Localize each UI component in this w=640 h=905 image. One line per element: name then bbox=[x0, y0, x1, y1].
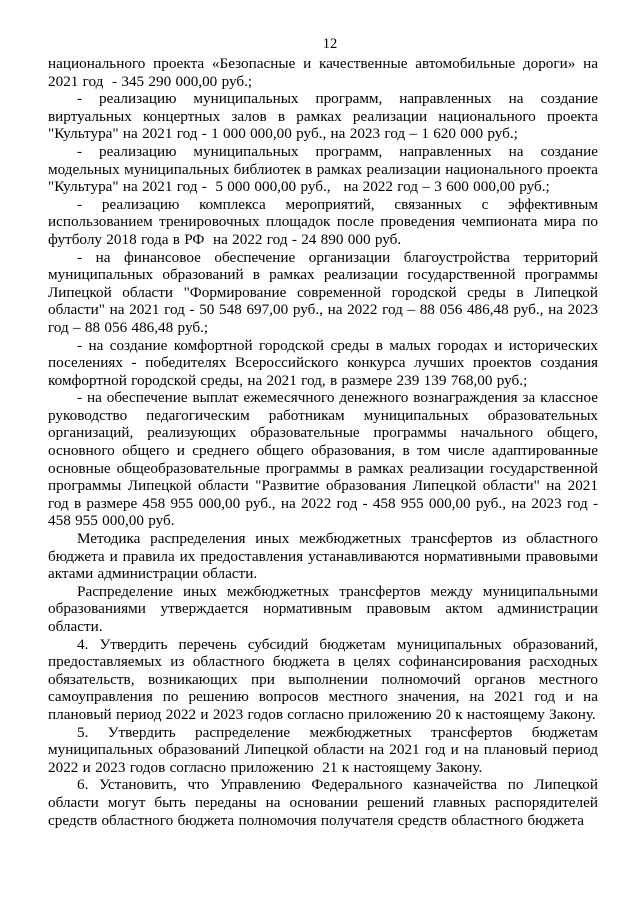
paragraph-list-item: - на финансовое обеспечение организации благоустройства территорий муниципальных образований в рамках реализации государственной программы Липецкой области "Формирование современной городской среды в Липецкой области" на 2021 год - 50 548 697,00 руб., на 2022 год – 88 056 486,48 руб., на 2023 год – 88 056 486,48 руб.; bbox=[48, 248, 598, 336]
paragraph-clause-6: 6. Установить, что Управлению Федерального казначейства по Липецкой области могут быть переданы на основании решений главных распорядителей средств областного бюджета полномочия получателя средств областного бюджета bbox=[48, 776, 598, 829]
paragraph: Распределение иных межбюджетных трансфертов между муниципальными образованиями утверждается нормативным правовым актом администрации области. bbox=[48, 582, 598, 635]
paragraph-list-item: - на создание комфортной городской среды в малых городах и исторических поселениях - победителях Всероссийского конкурса лучших проектов создания комфортной городской среды, на 2021 год, в размере 239 139 768,00 руб.; bbox=[48, 336, 598, 389]
paragraph-list-item: - на обеспечение выплат ежемесячного денежного вознаграждения за классное руководство педагогическим работникам муниципальных образовательных организаций, реализующих образовательные программы начального общего, основного общего и среднего общего образования, в том числе адаптированные основные общеобразовательные программы в рамках реализации государственной программы Липецкой области "Развитие образования Липецкой области" на 2021 год в размере 458 955 000,00 руб., на 2022 год - 458 955 000,00 руб., на 2023 год - 458 955 000,00 руб. bbox=[48, 389, 598, 530]
document-body bbox=[48, 55, 598, 829]
paragraph-clause-4: 4. Утвердить перечень субсидий бюджетам муниципальных образований, предоставляемых из областного бюджета в целях софинансирования расходных обязательств, возникающих при выполнении полномочий органов местного самоуправления по решению вопросов местного значения, на 2021 год и на плановый период 2022 и 2023 годов согласно приложению 20 к настоящему Закону. bbox=[48, 635, 598, 723]
paragraph: Методика распределения иных межбюджетных трансфертов из областного бюджета и правила их предоставления устанавливаются нормативными правовыми актами администрации области. bbox=[48, 530, 598, 583]
paragraph-continuation: национального проекта «Безопасные и качественные автомобильные дороги» на 2021 год - 345 290 000,00 руб.; bbox=[48, 55, 598, 90]
paragraph-list-item: - реализацию комплекса мероприятий, связанных с эффективным использованием тренировочных площадок после проведения чемпионата мира по футболу 2018 года в РФ на 2022 год - 24 890 000 руб. bbox=[48, 195, 598, 248]
paragraph-list-item: - реализацию муниципальных программ, направленных на создание виртуальных концертных залов в рамках реализации национального проекта "Культура" на 2021 год - 1 000 000,00 руб., на 2023 год – 1 620 000 руб.; bbox=[48, 90, 598, 143]
paragraph-list-item: - реализацию муниципальных программ, направленных на создание модельных муниципальных библиотек в рамках реализации национального проекта "Культура" на 2021 год - 5 000 000,00 руб., на 2022 год – 3 600 000,00 руб.; bbox=[48, 142, 598, 196]
page-number: 12 bbox=[322, 36, 338, 52]
paragraph-clause-5: 5. Утвердить распределение межбюджетных трансфертов бюджетам муниципальных образований Липецкой области на 2021 год и на плановый период 2022 и 2023 годов согласно приложению 21 к настоящему Закону. bbox=[48, 723, 598, 776]
